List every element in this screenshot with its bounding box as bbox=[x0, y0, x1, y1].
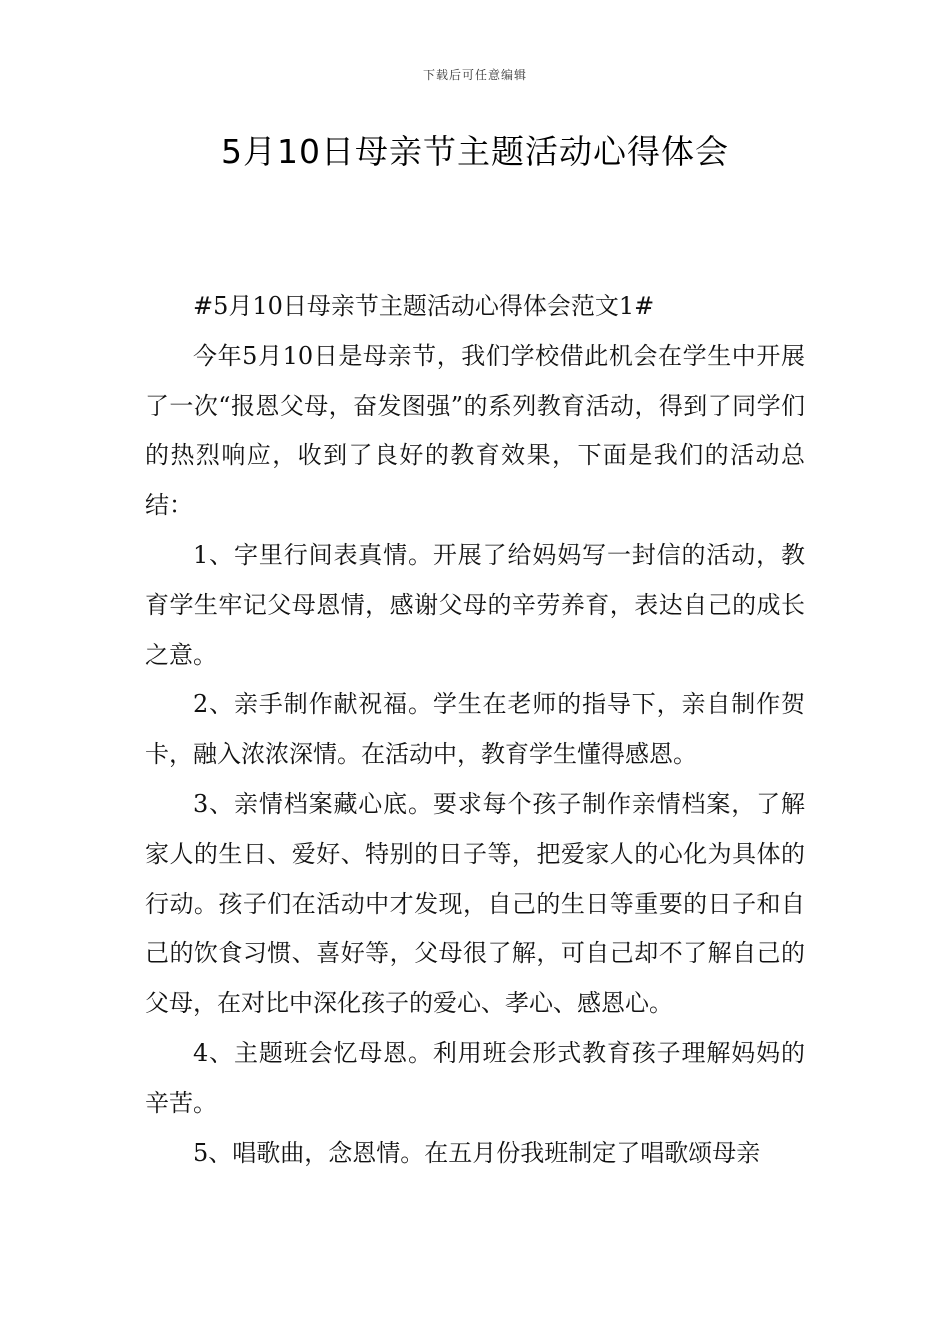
body-paragraph: 1、字里行间表真情。开展了给妈妈写一封信的活动，教育学生牢记父母恩情，感谢父母的辛劳养育，表达自己的成长之意。 bbox=[145, 540, 805, 669]
body-paragraph: 今年5月10日是母亲节，我们学校借此机会在学生中开展了一次“报恩父母，奋发图强”的系列教育活动，得到了同学们的热烈响应，收到了良好的教育效果，下面是我们的活动总结： bbox=[145, 341, 805, 520]
page-header-note: 下载后可任意编辑 bbox=[422, 68, 527, 82]
body-paragraph: 4、主题班会忆母恩。利用班会形式教育孩子理解妈妈的辛苦。 bbox=[145, 1038, 805, 1117]
section-heading: #5月10日母亲节主题活动心得体会范文1# bbox=[193, 292, 655, 320]
body-paragraph: 3、亲情档案藏心底。要求每个孩子制作亲情档案，了解家人的生日、爱好、特别的日子等，把爱家人的心化为具体的行动。孩子们在活动中才发现，自己的生日等重要的日子和自己的饮食习惯、喜好等，父母很了解，可自己却不了解自己的父母，在对比中深化孩子的爱心、孝心、感恩心。 bbox=[145, 789, 805, 1018]
document-title: 5月10日母亲节主题活动心得体会 bbox=[221, 132, 729, 171]
body-paragraph: 5、唱歌曲，念恩情。在五月份我班制定了唱歌颂母亲 bbox=[193, 1138, 761, 1167]
body-paragraph: 2、亲手制作献祝福。学生在老师的指导下，亲自制作贺卡，融入浓浓深情。在活动中，教育学生懂得感恩。 bbox=[145, 690, 805, 769]
document-body bbox=[145, 282, 805, 1178]
